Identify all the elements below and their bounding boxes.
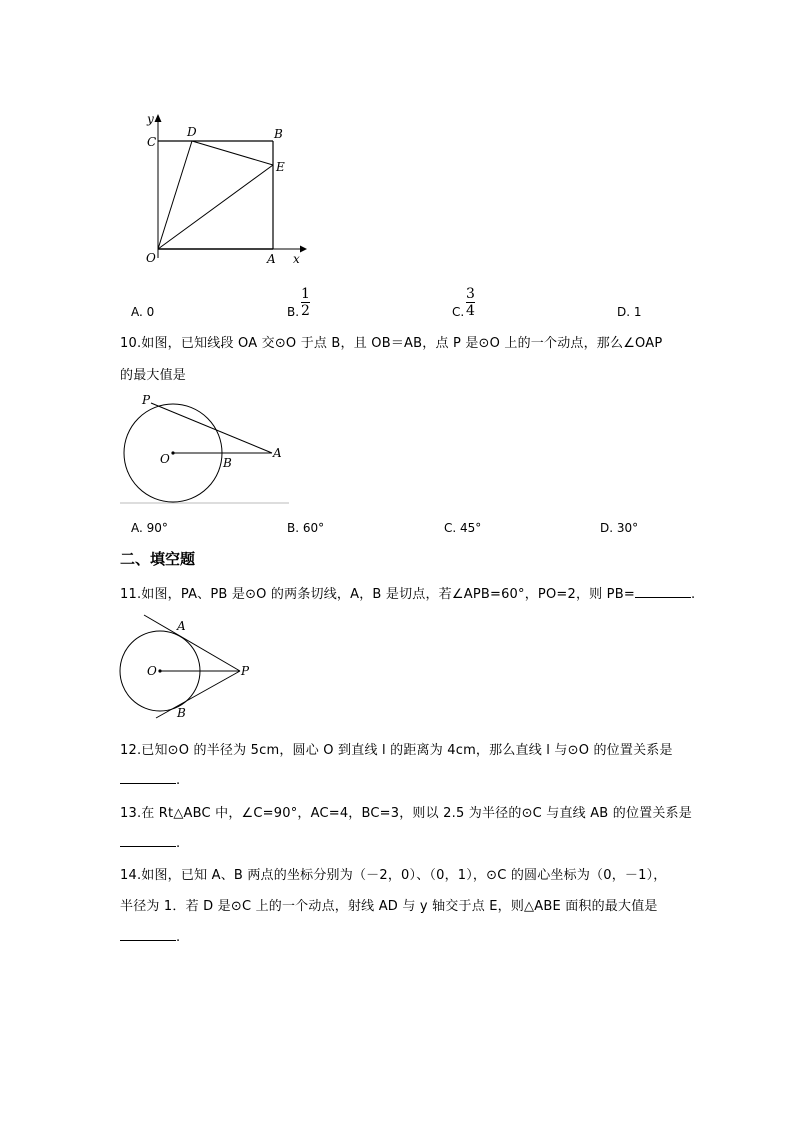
tangent-pb	[156, 671, 240, 718]
label-a: A	[177, 619, 186, 633]
q14-stem-line3	[120, 927, 180, 945]
label-a: A	[273, 446, 282, 460]
q9-option-b-prefix: B.	[287, 305, 300, 319]
q11-figure	[115, 612, 265, 722]
q12-stem-line1: 12.已知⊙O 的半径为 5cm，圆心 O 到直线 l 的距离为 4cm，那么直线 l 与⊙O 的位置关系是	[120, 743, 673, 758]
q9-option-c-prefix: C.	[452, 305, 465, 319]
q10-stem-line2: 的最大值是	[120, 368, 187, 383]
label-p: P	[241, 664, 250, 678]
section-heading: 二、填空题	[120, 550, 196, 568]
q13-stem-tail: .	[176, 836, 181, 851]
q10-option-d: D. 30°	[600, 521, 639, 535]
label-b: B	[274, 127, 283, 141]
center-dot	[158, 669, 161, 672]
segment-de	[192, 141, 273, 165]
label-d: D	[187, 125, 197, 139]
label-e: E	[276, 160, 285, 174]
q11-stem-tail: .	[690, 587, 696, 602]
x-axis-arrow	[300, 246, 307, 253]
q14-stem-line2: 半径为 1．若 D 是⊙C 上的一个动点，射线 AD 与 y 轴交于点 E，则△ABE 面积的最大值是	[120, 899, 658, 914]
q10-option-c: C. 45°	[444, 521, 482, 535]
q10-figure	[115, 390, 295, 510]
label-c: C	[147, 135, 157, 149]
center-dot	[171, 451, 174, 454]
q11-stem-text: 11.如图，PA、PB 是⊙O 的两条切线，A，B 是切点，若∠APB=60°，PO=2，则 PB=	[120, 587, 635, 602]
q14-stem-tail: .	[176, 930, 181, 945]
q14-answer-blank	[120, 927, 176, 941]
label-b: B	[177, 706, 186, 720]
q11-stem	[120, 583, 695, 602]
q13-answer-blank	[120, 833, 176, 847]
q12-stem-line2	[120, 770, 180, 788]
tangent-pa	[144, 615, 240, 671]
q12-stem-tail: .	[176, 773, 181, 788]
q11-answer-blank	[635, 584, 691, 598]
label-a: A	[267, 252, 276, 266]
q10-stem-line1: 10.如图，已知线段 OA 交⊙O 于点 B，且 OB＝AB，点 P 是⊙O 上的一个动点，那么∠OAP	[120, 336, 663, 351]
label-o: O	[147, 664, 157, 678]
q9-option-c-fraction	[466, 287, 475, 318]
q9-option-a: A. 0	[131, 305, 155, 319]
q10-option-b: B. 60°	[287, 521, 325, 535]
q9-figure	[140, 108, 310, 273]
fraction-numerator: 3	[466, 286, 475, 302]
q9-option-b-fraction	[301, 287, 310, 318]
q13-stem-line1: 13.在 Rt△ABC 中，∠C=90°，AC=4，BC=3，则以 2.5 为半径的⊙C 与直线 AB 的位置关系是	[120, 806, 692, 821]
q13-stem-line2	[120, 833, 180, 851]
q10-option-a: A. 90°	[131, 521, 168, 535]
label-o: O	[146, 251, 156, 265]
fraction-numerator: 1	[301, 286, 310, 302]
fraction-denominator: 4	[466, 303, 475, 319]
segment-od	[158, 141, 192, 249]
segment-pa	[151, 403, 272, 453]
fraction-denominator: 2	[301, 303, 310, 319]
label-b: B	[223, 456, 232, 470]
q14-stem-line1: 14.如图，已知 A、B 两点的坐标分别为（－2，0）、（0，1），⊙C 的圆心坐标为（0，－1），	[120, 868, 667, 883]
q9-option-d: D. 1	[617, 305, 642, 319]
q12-answer-blank	[120, 770, 176, 784]
label-x: x	[293, 252, 300, 266]
segment-oe	[158, 165, 273, 249]
label-o: O	[160, 452, 170, 466]
y-axis-arrow	[155, 114, 162, 122]
label-p: P	[142, 393, 151, 407]
label-y: y	[147, 112, 154, 126]
